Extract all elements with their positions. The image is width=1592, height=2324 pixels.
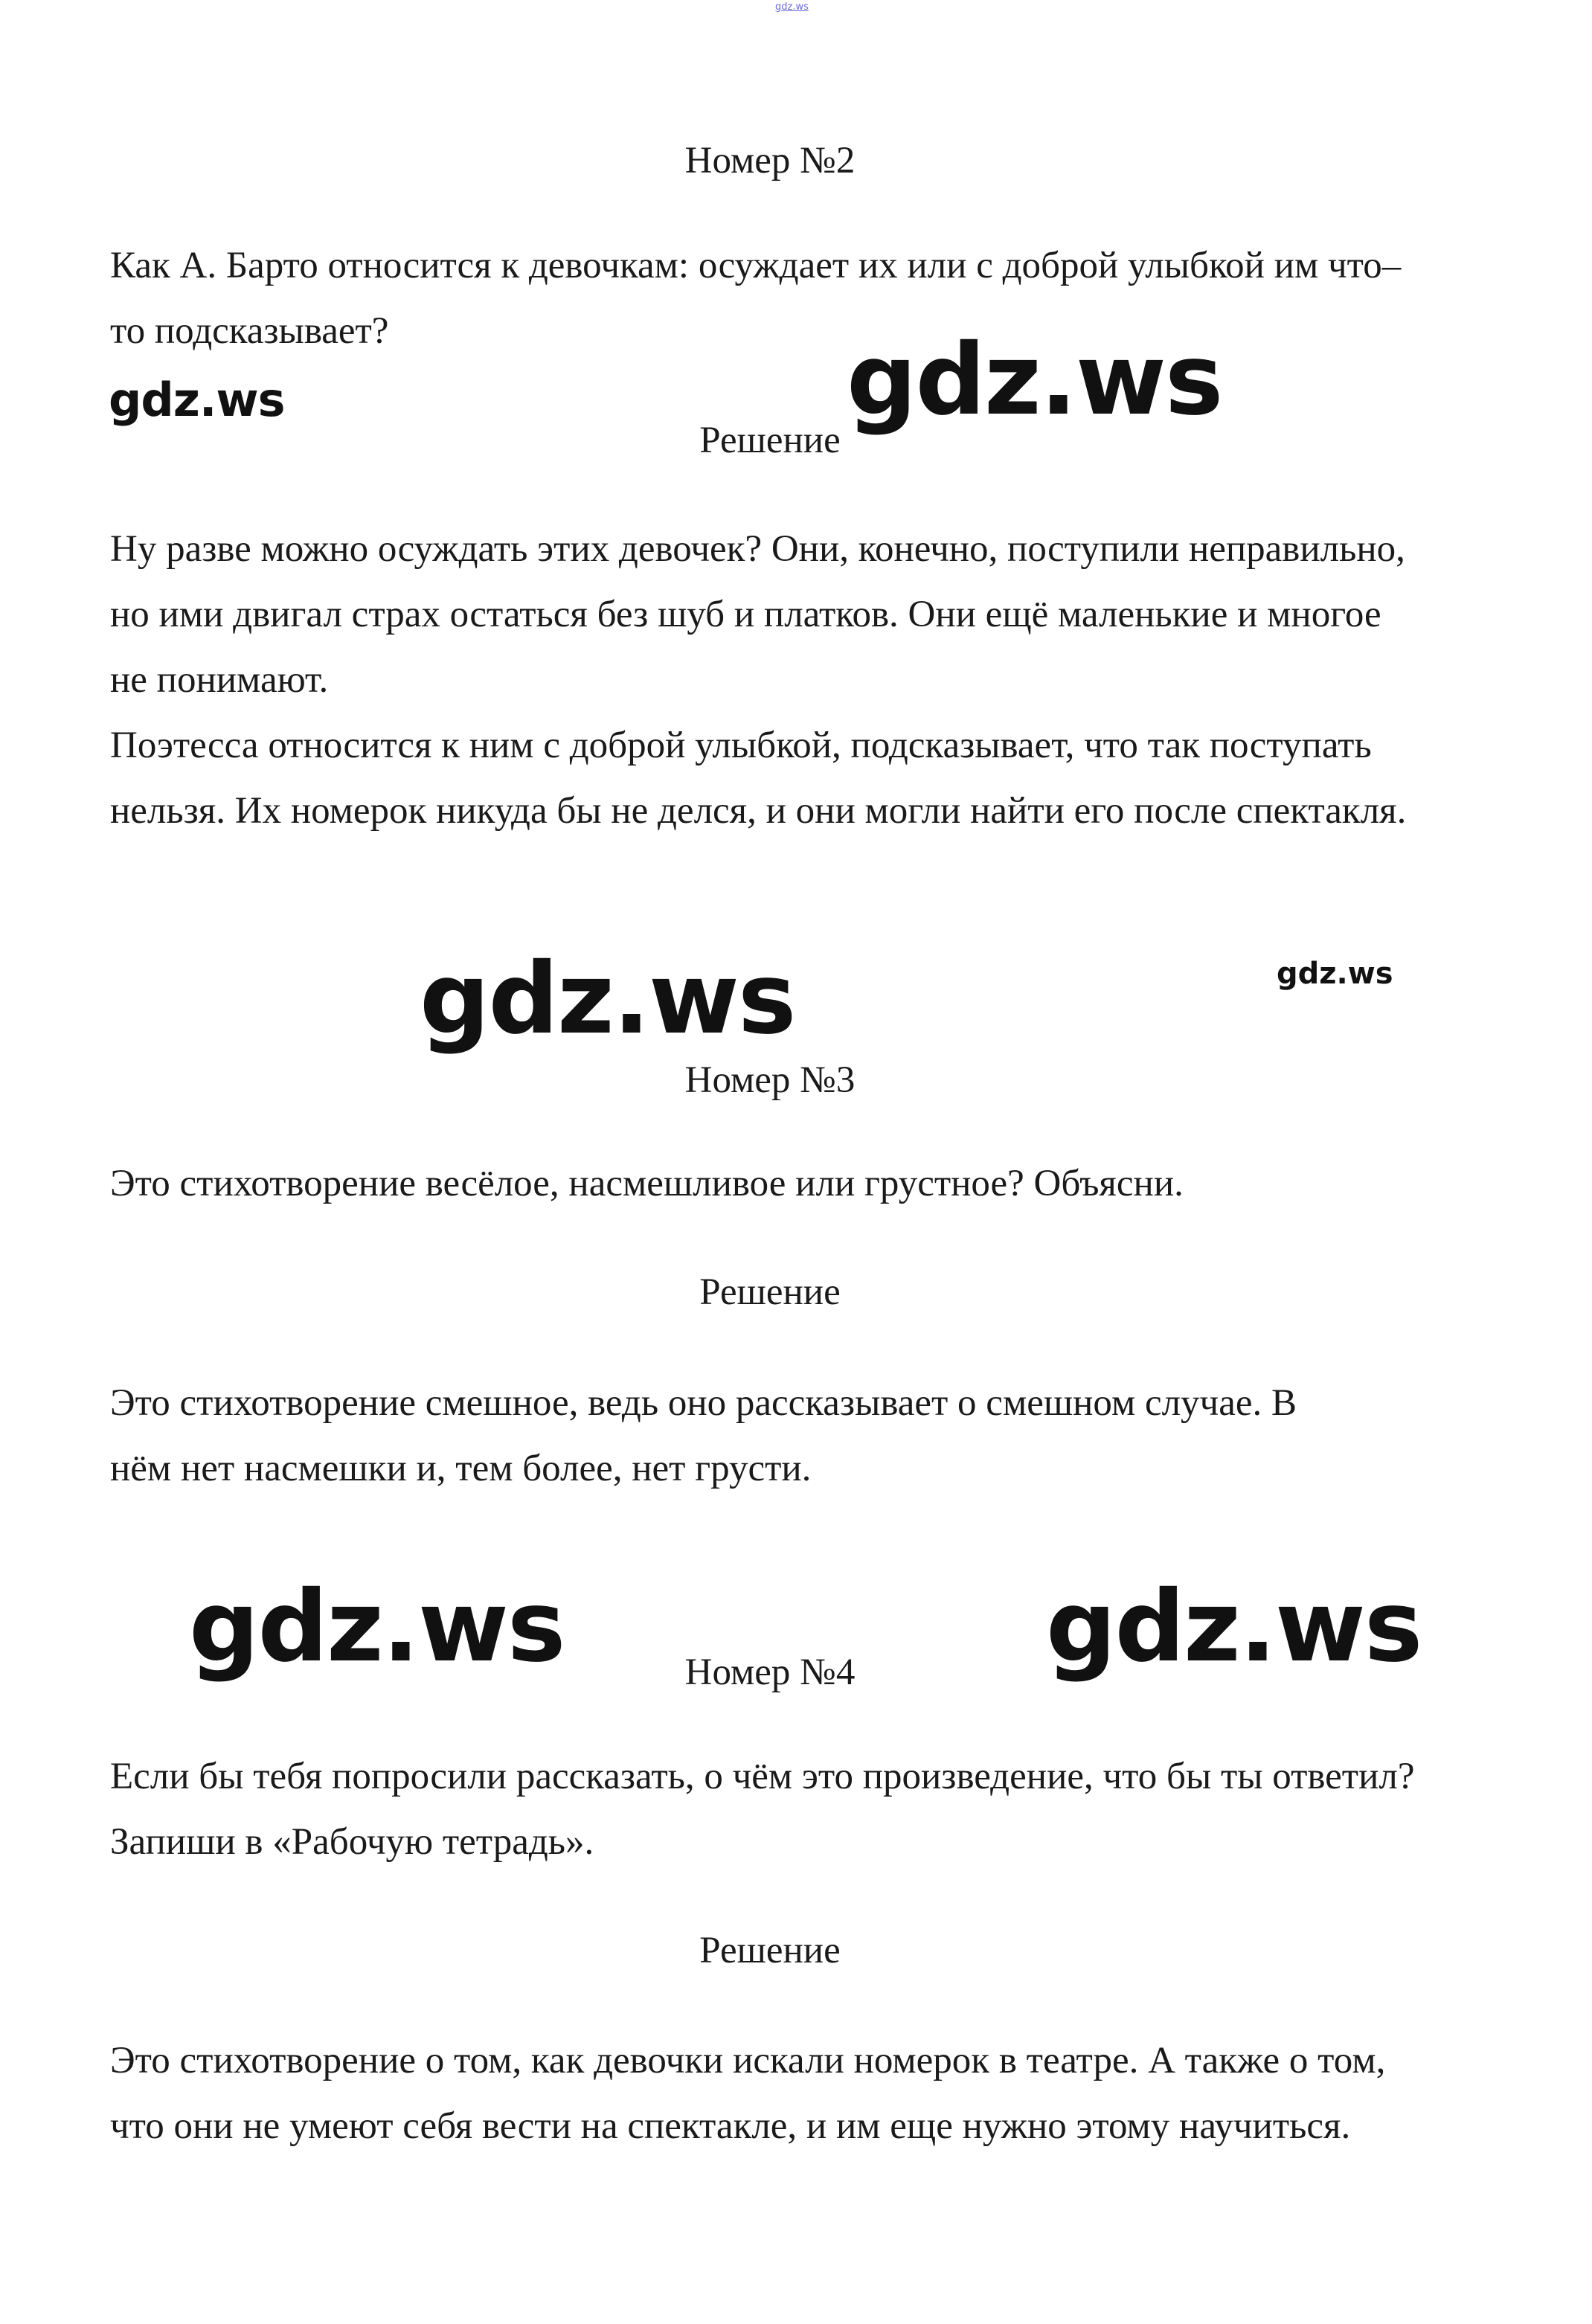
- section-heading-2: Номер №2: [684, 140, 856, 182]
- watermark-large: gdz.ws: [189, 1570, 565, 1684]
- watermark-small: gdz.ws: [1277, 957, 1393, 991]
- section-heading-4: Номер №4: [684, 1651, 856, 1693]
- question-3: Это стихотворение весёлое, насмешливое или грустное? Объясни.: [110, 1163, 1184, 1204]
- watermark-large: gdz.ws: [847, 323, 1222, 437]
- answer-2: Ну разве можно осуждать этих девочек? Они, конечно, поступили неправильно, но ими двигал страх остаться без шуб и платков. Они ещё маленькие и многое не понимают. Поэтесса относится к ним с доброй улыбкой, подсказывает, что так поступать нельзя. Их номерок никуда бы не делся, и они могли найти его после спектакля.: [110, 528, 1407, 832]
- solution-label-2: Решение: [699, 420, 841, 461]
- answer-4: Это стихотворение о том, как девочки искали номерок в театре. А также о том, что они не умеют себя вести на спектакле, и им еще нужно этому научиться.: [110, 2040, 1386, 2147]
- watermark-large: gdz.ws: [420, 942, 795, 1056]
- watermark-top-link[interactable]: gdz.ws: [775, 1, 809, 13]
- answer-3: Это стихотворение смешное, ведь оно рассказывает о смешном случае. В нём нет насмешки и, тем более, нет грусти.: [110, 1382, 1297, 1489]
- solution-label-4: Решение: [699, 1930, 841, 1971]
- solution-label-3: Решение: [699, 1271, 841, 1313]
- question-2: Как А. Барто относится к девочкам: осуждает их или с доброй улыбкой им что–то подсказывает?: [110, 245, 1402, 352]
- watermark-large: gdz.ws: [1046, 1570, 1422, 1684]
- watermark-medium: gdz.ws: [109, 373, 285, 427]
- question-4: Если бы тебя попросили рассказать, о чём это произведение, что бы ты ответил? Запиши в «Рабочую тетрадь».: [110, 1756, 1415, 1863]
- section-heading-3: Номер №3: [684, 1059, 856, 1101]
